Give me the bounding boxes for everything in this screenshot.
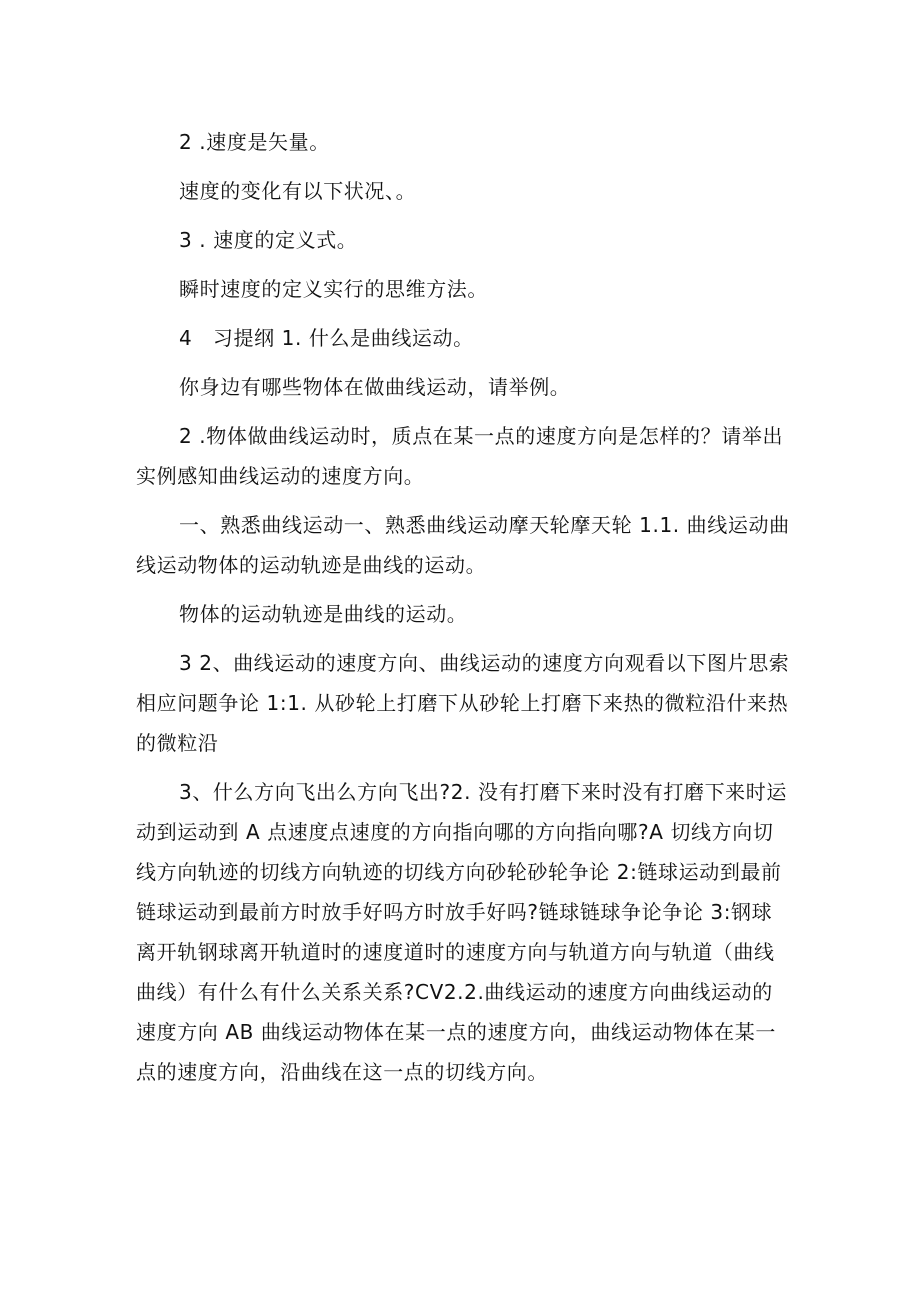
paragraph-speed-vector: 2 .速度是矢量。 [179,130,330,154]
paragraph-direction-question: 2 .物体做曲线运动时，质点在某一点的速度方向是怎样的？请举出实例感知曲线运动的速度方向。 [136,424,784,488]
paragraph-examples: 你身边有哪些物体在做曲线运动，请举例。 [179,375,571,399]
paragraph-trajectory: 物体的运动轨迹是曲线的运动。 [179,602,468,626]
paragraph-grinding-wheel: 3 2、曲线运动的速度方向、曲线运动的速度方向观看以下图片思索相应问题争论 1:1. 从砂轮上打磨下从砂轮上打磨下来热的微粒沿什来热的微粒沿 [136,651,790,755]
paragraph-study-outline: 4 习提纲 1. 什么是曲线运动。 [179,326,474,350]
body-text [136,122,790,1092]
paragraph-curvilinear-motion: 一、熟悉曲线运动一、熟悉曲线运动摩天轮摩天轮 1.1. 曲线运动曲线运动物体的运动轨迹是曲线的运动。 [136,513,790,577]
paragraph-speed-definition: 3 . 速度的定义式。 [179,228,358,252]
paragraph-tangent-direction: 3、什么方向飞出么方向飞出?2. 没有打磨下来时没有打磨下来时运动到运动到 A 点速度点速度的方向指向哪的方向指向哪?A 切线方向切线方向轨迹的切线方向轨迹的切线方向砂轮砂轮争论 2:链球运动到最前链球运动到最前方时放手好吗方时放手好吗?链球链球争论争论 3:钢球离开轨钢球离开轨道时的速度道时的速度方向与轨道方向与轨道（曲线曲线）有什么有什么关系关系?CV2.2.曲线运动的速度方向曲线运动的速度方向 AB 曲线运动物体在某一点的速度方向，曲线运动物体在某一点的速度方向，沿曲线在这一点的切线方向。 [136,780,787,1084]
paragraph-speed-change: 速度的变化有以下状况、。 [179,179,417,203]
paragraph-instant-speed: 瞬时速度的定义实行的思维方法。 [179,277,488,301]
